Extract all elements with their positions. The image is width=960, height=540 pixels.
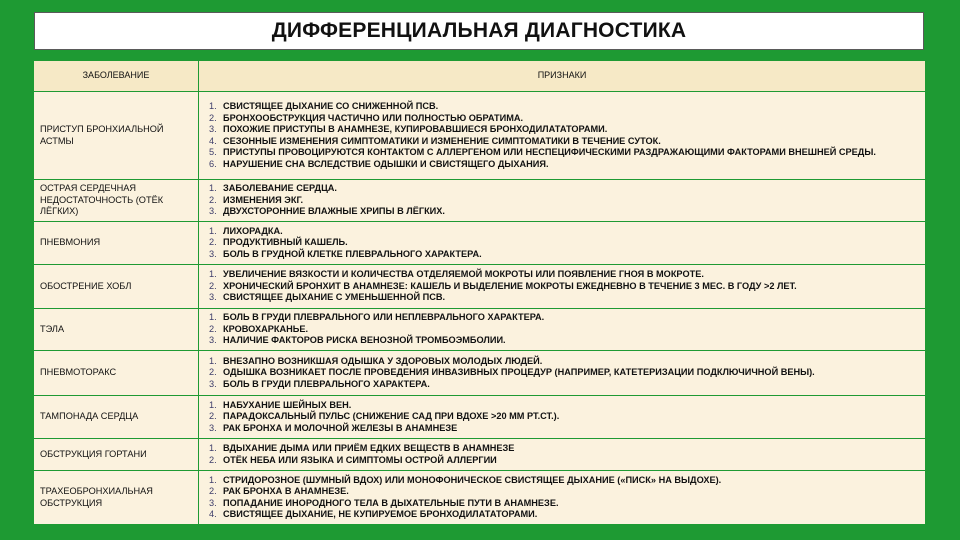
signs-list bbox=[209, 269, 797, 304]
signs-cell bbox=[199, 439, 925, 470]
sign-item bbox=[209, 475, 721, 487]
disease-cell: ОБОСТРЕНИЕ ХОБЛ bbox=[34, 265, 198, 308]
signs-cell bbox=[199, 309, 925, 350]
sign-number: 3. bbox=[209, 335, 217, 346]
sign-text: КРОВОХАРКАНЬЕ. bbox=[223, 323, 309, 334]
sign-item bbox=[209, 136, 876, 148]
sign-item bbox=[209, 183, 445, 195]
sign-text: ОДЫШКА ВОЗНИКАЕТ ПОСЛЕ ПРОВЕДЕНИЯ ИНВАЗИВНЫХ ПРОЦЕДУР (НАПРИМЕР, КАТЕТЕРИЗАЦИИ ПОДКЛЮЧИЧНОЙ ВЕНЫ). bbox=[223, 367, 815, 378]
disease-cell: ТАМПОНАДА СЕРДЦА bbox=[34, 396, 198, 438]
sign-text: ЛИХОРАДКА. bbox=[223, 225, 283, 236]
sign-item bbox=[209, 498, 721, 510]
sign-number: 1. bbox=[209, 355, 217, 366]
sign-item bbox=[209, 356, 815, 368]
sign-number: 2. bbox=[209, 280, 217, 291]
sign-item bbox=[209, 159, 876, 171]
sign-text: ПРОДУКТИВНЫЙ КАШЕЛЬ. bbox=[223, 237, 348, 248]
signs-cell bbox=[199, 222, 925, 264]
disease-cell: ПНЕВМОТОРАКС bbox=[34, 351, 198, 395]
sign-number: 2. bbox=[209, 411, 217, 422]
sign-number: 6. bbox=[209, 158, 217, 169]
sign-text: ПОХОЖИЕ ПРИСТУПЫ В АНАМНЕЗЕ, КУПИРОВАВШИЕСЯ БРОНХОДИЛАТАТОРАМИ. bbox=[223, 124, 608, 134]
sign-number: 3. bbox=[209, 206, 217, 217]
signs-cell bbox=[199, 180, 925, 221]
sign-text: БОЛЬ В ГРУДНОЙ КЛЕТКЕ ПЛЕВРАЛЬНОГО ХАРАКТЕРА. bbox=[223, 248, 482, 259]
sign-text: ПОПАДАНИЕ ИНОРОДНОГО ТЕЛА В ДЫХАТЕЛЬНЫЕ ПУТИ В АНАМНЕЗЕ. bbox=[223, 497, 559, 508]
sign-text: СВИСТЯЩЕЕ ДЫХАНИЕ, НЕ КУПИРУЕМОЕ БРОНХОДИЛАТАТОРАМИ. bbox=[223, 509, 538, 519]
slide-title-box bbox=[34, 12, 924, 50]
sign-text: ПРИСТУПЫ ПРОВОЦИРУЮТСЯ КОНТАКТОМ С АЛЛЕРГЕНОМ ИЛИ НЕСПЕЦИФИЧЕСКИМИ РАЗДРАЖАЮЩИМИ ФАКТОРАМИ ВНЕШНЕЙ СРЕДЫ. bbox=[223, 147, 876, 157]
sign-item bbox=[209, 226, 482, 238]
sign-number: 1. bbox=[209, 474, 217, 485]
sign-item bbox=[209, 411, 559, 423]
sign-number: 1. bbox=[209, 269, 217, 280]
header-signs: ПРИЗНАКИ bbox=[199, 61, 925, 91]
sign-text: ВДЫХАНИЕ ДЫМА ИЛИ ПРИЁМ ЕДКИХ ВЕЩЕСТВ В АНАМНЕЗЕ bbox=[223, 443, 515, 453]
sign-number: 2. bbox=[209, 194, 217, 205]
sign-item bbox=[209, 281, 797, 293]
sign-item bbox=[209, 269, 797, 281]
sign-item bbox=[209, 400, 559, 412]
signs-cell bbox=[199, 92, 925, 179]
sign-number: 1. bbox=[209, 312, 217, 323]
sign-number: 2. bbox=[209, 486, 217, 496]
sign-item bbox=[209, 249, 482, 261]
disease-cell: ПНЕВМОНИЯ bbox=[34, 222, 198, 264]
signs-list bbox=[209, 312, 544, 347]
sign-item bbox=[209, 455, 514, 467]
disease-cell: ОСТРАЯ СЕРДЕЧНАЯ НЕДОСТАТОЧНОСТЬ (ОТЁК ЛЁГКИХ) bbox=[34, 180, 198, 221]
sign-item bbox=[209, 423, 559, 435]
sign-number: 3. bbox=[209, 292, 217, 303]
sign-number: 4. bbox=[209, 509, 217, 519]
sign-item bbox=[209, 237, 482, 249]
sign-item bbox=[209, 124, 876, 136]
signs-list bbox=[209, 183, 445, 218]
signs-list bbox=[209, 226, 482, 261]
sign-item bbox=[209, 379, 815, 391]
sign-item bbox=[209, 443, 514, 455]
disease-cell: ТЭЛА bbox=[34, 309, 198, 350]
sign-text: ХРОНИЧЕСКИЙ БРОНХИТ В АНАМНЕЗЕ: КАШЕЛЬ И ВЫДЕЛЕНИЕ МОКРОТЫ ЕЖЕДНЕВНО В ТЕЧЕНИЕ 3 МЕС. В ГОДУ >2 ЛЕТ. bbox=[223, 280, 797, 291]
sign-item bbox=[209, 335, 544, 347]
sign-number: 1. bbox=[209, 443, 217, 453]
sign-item bbox=[209, 312, 544, 324]
sign-text: НАЛИЧИЕ ФАКТОРОВ РИСКА ВЕНОЗНОЙ ТРОМБОЭМБОЛИИ. bbox=[223, 335, 506, 346]
sign-text: ПАРАДОКСАЛЬНЫЙ ПУЛЬС (СНИЖЕНИЕ САД ПРИ ВДОХЕ >20 ММ РТ.СТ.). bbox=[223, 411, 560, 422]
sign-number: 1. bbox=[209, 101, 217, 111]
sign-text: СТРИДОРОЗНОЕ (ШУМНЫЙ ВДОХ) ИЛИ МОНОФОНИЧЕСКОЕ СВИСТЯЩЕЕ ДЫХАНИЕ («ПИСК» НА ВЫДОХЕ). bbox=[223, 474, 722, 485]
sign-item bbox=[209, 509, 721, 521]
sign-number: 2. bbox=[209, 454, 217, 465]
sign-item bbox=[209, 195, 445, 207]
signs-cell bbox=[199, 265, 925, 308]
signs-cell bbox=[199, 351, 925, 395]
sign-text: ЗАБОЛЕВАНИЕ СЕРДЦА. bbox=[223, 183, 337, 194]
signs-list bbox=[209, 475, 721, 521]
sign-item bbox=[209, 147, 876, 159]
sign-item bbox=[209, 486, 721, 498]
sign-text: РАК БРОНХА В АНАМНЕЗЕ. bbox=[223, 486, 349, 496]
sign-number: 5. bbox=[209, 147, 217, 157]
sign-text: СЕЗОННЫЕ ИЗМЕНЕНИЯ СИМПТОМАТИКИ И ИЗМЕНЕНИЕ СИМПТОМАТИКИ В ТЕЧЕНИЕ СУТОК. bbox=[223, 135, 661, 146]
sign-item bbox=[209, 367, 815, 379]
sign-text: НАБУХАНИЕ ШЕЙНЫХ ВЕН. bbox=[223, 399, 352, 410]
sign-item bbox=[209, 206, 445, 218]
sign-number: 2. bbox=[209, 112, 217, 123]
sign-text: РАК БРОНХА И МОЛОЧНОЙ ЖЕЛЕЗЫ В АНАМНЕЗЕ bbox=[223, 422, 458, 433]
sign-number: 1. bbox=[209, 399, 217, 410]
signs-list bbox=[209, 443, 514, 466]
disease-cell: ОБСТРУКЦИЯ ГОРТАНИ bbox=[34, 439, 198, 470]
sign-text: СВИСТЯЩЕЕ ДЫХАНИЕ С УМЕНЬШЕННОЙ ПСВ. bbox=[223, 292, 446, 303]
sign-text: НАРУШЕНИЕ СНА ВСЛЕДСТВИЕ ОДЫШКИ И СВИСТЯЩЕГО ДЫХАНИЯ. bbox=[223, 158, 549, 169]
sign-number: 2. bbox=[209, 367, 217, 378]
signs-cell bbox=[199, 471, 925, 524]
sign-number: 2. bbox=[209, 323, 217, 334]
sign-item bbox=[209, 292, 797, 304]
sign-number: 3. bbox=[209, 124, 217, 134]
sign-text: БРОНХООБСТРУКЦИЯ ЧАСТИЧНО ИЛИ ПОЛНОСТЬЮ ОБРАТИМА. bbox=[223, 112, 524, 123]
sign-text: ИЗМЕНЕНИЯ ЭКГ. bbox=[223, 194, 304, 205]
sign-item bbox=[209, 113, 876, 125]
sign-item bbox=[209, 324, 544, 336]
sign-text: БОЛЬ В ГРУДИ ПЛЕВРАЛЬНОГО ХАРАКТЕРА. bbox=[223, 378, 430, 389]
sign-text: УВЕЛИЧЕНИЕ ВЯЗКОСТИ И КОЛИЧЕСТВА ОТДЕЛЯЕМОЙ МОКРОТЫ ИЛИ ПОЯВЛЕНИЕ ГНОЯ В МОКРОТЕ. bbox=[223, 269, 704, 280]
signs-list bbox=[209, 400, 559, 435]
signs-cell bbox=[199, 396, 925, 438]
sign-text: СВИСТЯЩЕЕ ДЫХАНИЕ СО СНИЖЕННОЙ ПСВ. bbox=[223, 101, 439, 111]
sign-number: 1. bbox=[209, 225, 217, 236]
sign-number: 3. bbox=[209, 422, 217, 433]
signs-list bbox=[209, 101, 876, 170]
sign-text: ВНЕЗАПНО ВОЗНИКШАЯ ОДЫШКА У ЗДОРОВЫХ МОЛОДЫХ ЛЮДЕЙ. bbox=[223, 355, 543, 366]
sign-number: 3. bbox=[209, 378, 217, 389]
sign-number: 3. bbox=[209, 248, 217, 259]
sign-number: 3. bbox=[209, 497, 217, 508]
sign-text: ДВУХСТОРОННИЕ ВЛАЖНЫЕ ХРИПЫ В ЛЁГКИХ. bbox=[223, 206, 445, 217]
disease-cell: ТРАХЕОБРОНХИАЛЬНАЯ ОБСТРУКЦИЯ bbox=[34, 471, 198, 524]
sign-number: 4. bbox=[209, 135, 217, 146]
sign-text: БОЛЬ В ГРУДИ ПЛЕВРАЛЬНОГО ИЛИ НЕПЛЕВРАЛЬНОГО ХАРАКТЕРА. bbox=[223, 312, 545, 323]
slide-title: ДИФФЕРЕНЦИАЛЬНАЯ ДИАГНОСТИКА bbox=[271, 19, 687, 42]
sign-number: 2. bbox=[209, 237, 217, 248]
disease-cell: ПРИСТУП БРОНХИАЛЬНОЙ АСТМЫ bbox=[34, 92, 198, 179]
sign-text: ОТЁК НЕБА ИЛИ ЯЗЫКА И СИМПТОМЫ ОСТРОЙ АЛЛЕРГИИ bbox=[223, 454, 497, 465]
signs-list bbox=[209, 356, 815, 391]
sign-item bbox=[209, 101, 876, 113]
header-disease: ЗАБОЛЕВАНИЕ bbox=[34, 61, 198, 91]
sign-number: 1. bbox=[209, 183, 217, 194]
differential-diagnosis-table bbox=[34, 61, 925, 519]
